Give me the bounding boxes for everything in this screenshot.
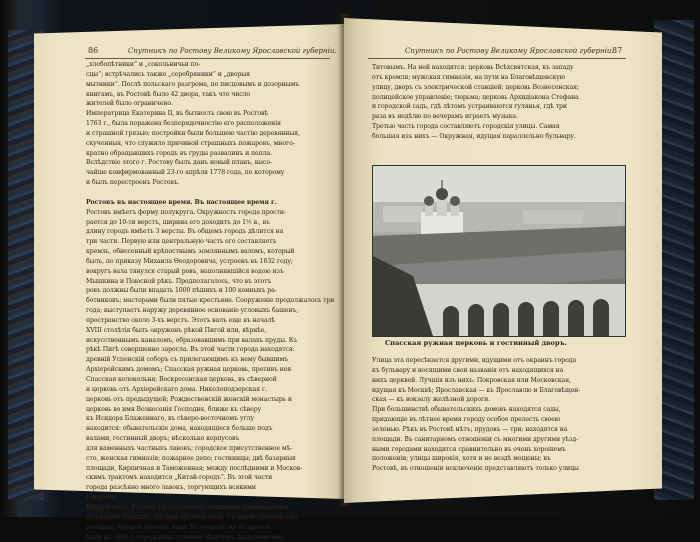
left-text-line: Мышкина и Поюсной рѣкъ. Предполагалось, что въ этотъ [86,277,334,287]
right-header-rule [368,58,626,59]
left-text-line: рѣкѣ Пигѣ совершенно заросла. Въ этой части города находятся: [86,345,334,355]
right-text-bottom-line: Ростовѣ, въ отношеніи исключеніе представляютъ только улицы [372,464,628,474]
left-text-line: сто, женская гимназія; пожарное депо; гостиницы; двѣ базарныя [86,454,334,464]
left-text-line: товарами. [86,493,334,503]
right-page-text-top [372,63,628,145]
right-text-top-line: полицейское управленіе; тюрьма; церковь Архидіакона Стефана [372,93,628,103]
left-text-line: длину городъ имѣетъ 3 версты. Въ общемъ городъ дѣлится на [86,227,334,237]
right-text-top-line: Третью часть города составляютъ городскія улицы. Самая [372,122,628,132]
left-text-line: и былъ перестроенъ Ростовъ. [86,178,334,188]
left-text-line: жителей было ограничено. [86,99,334,109]
left-text-line: года; выступаетъ наружу деревянное основаніе угловыхъ башенъ, [86,306,334,316]
left-text-line [86,188,334,198]
right-text-top-line: и городской садъ, гдѣ лѣтомъ устраиваются гулянья, гдѣ три [372,102,628,112]
left-text-line: три части. Первую или центральную часть его составляетъ [86,237,334,247]
right-text-bottom-line: идущая къ Москвѣ; Ярославская — къ Ярославлю и Благовѣщен- [372,386,628,396]
left-text-line: ботниковъ; мастерами были пятые крестьяне. Сооруженіе продолжалось три [86,296,334,306]
left-text-line: скученныя, что служило причиной страшныхъ пожаровъ, много- [86,139,334,149]
right-text-bottom-line: къ бульвару и носящими свои названія отъ находящихся на [372,366,628,376]
left-text-line: кратно обращавшихъ городъ въ груды развалинъ и пепла. [86,149,334,159]
left-text-line: вокругъ вала тянулся старый ровъ, наполнявшійся водою изъ [86,267,334,277]
left-text-line: древній Успенскій соборъ съ прилегающимъ къ нему бывшимъ [86,355,334,365]
left-text-line: XVIII столѣтія былъ окруженъ рѣкой Пигой или, вѣрнѣе, [86,326,334,336]
left-page-number: 86 [88,46,98,55]
right-text-top-line: отъ кремля; мужская гимназія, на пути на Благовѣщенскую [372,73,628,83]
left-text-line: было въ 1860 г. городскимъ головою Ипатіемъ Андреевичемъ [86,533,334,542]
right-text-bottom-line: При большинствѣ обывательскихъ домовъ находятся сады, [372,405,628,415]
right-text-bottom-line: ская — къ вокзалу желѣзной дороги. [372,395,628,405]
left-text-line: Спасская колокольня; Воскресенская церковь, въ сѣверной [86,375,334,385]
left-page-text [86,60,334,492]
left-text-line: для каменныхъ частныхъ лавокъ; городское присутственное мѣ- [86,444,334,454]
photo-caption: Спасская ружная церковь и гостинный дворъ. [385,339,567,347]
right-text-bottom-line: Улица эта пересѣкается другими, идущими отъ окраинъ города [372,356,628,366]
left-text-line: книгамъ, въ Ростовѣ было 42 двора, такъ что число [86,90,334,100]
right-text-top-line: большая изъ нихъ — Окружная, идущая параллельно бульвару. [372,132,628,142]
left-text-line: кремль, обнесенный крѣпостнымъ земляннымъ валомъ, который [86,247,334,257]
right-text-bottom-line: ными городами находится сравнительно въ очень хорошемъ [372,445,628,455]
right-running-header: Спутникъ по Ростову Великому Ярославской губерніи. [405,47,614,55]
right-text-top-line: улицу, дворъ съ электрической станціей; церковь Вознесенская; [372,83,628,93]
left-text-line: площадь, идущая кругомъ вала. Въ сторонѣ же къ другой [86,523,334,533]
left-running-header: Спутникъ по Ростову Великому Ярославской губерніи. [128,47,337,55]
left-text-line: площади, Кирпичная и Таможенная; между послѣдними и Москов- [86,464,334,474]
left-text-line: Ростовъ имѣетъ форму полукруга. Окружность города прости- [86,208,334,218]
left-text-line: ровъ должны были впадать 1000 пѣшихъ и 100 конныхъ ра- [86,286,334,296]
left-text-line: Вторую часть Ростова представляетъ обширная примыкающая [86,503,334,513]
left-header-rule [85,58,330,59]
left-text-line: Императрица Екатерина II, въ бытность свою въ Ростовѣ [86,109,334,119]
right-text-top-line: раза въ недѣлю по вечерамъ играетъ музыка. [372,112,628,122]
church-photograph [372,165,626,337]
left-text-line: сцы“; встрѣчались также „серебряники“ и „дворыя [86,70,334,80]
right-page-number: 87 [612,46,622,55]
left-text-line: Архіерейскимъ домомъ; Спасская ружная церковь, противъ нея [86,365,334,375]
left-text-line: былъ, по приказу Михаила Ѳеодоровича, устроенъ въ 1632 году; [86,257,334,267]
left-text-line: Вслѣдствіе этого г. Ростову былъ данъ новый планъ, высо- [86,158,334,168]
left-text-line: искусственнымъ каналомъ, образовавшимъ при валахъ пруды. Къ [86,336,334,346]
right-text-bottom-line: площади. Въ санитарномъ отношеніи съ многими другими уѣзд- [372,435,628,445]
left-text-line: города разсѣяно много лавокъ, торгующихъ всякими [86,483,334,493]
right-text-bottom-line: положеніи; улицы широкія, хотя и не вездѣ мощены; въ [372,454,628,464]
left-text-line: Ростовъ въ настоящее время. Въ настоящее время г. [86,198,334,208]
right-text-bottom-line: зеленью. Рѣкъ въ Ростовѣ нѣтъ; прудовъ — три; находятся на [372,425,628,435]
right-text-bottom-line: нихъ церквей. Лучшія изъ нихъ: Покровская или Московская, [372,376,628,386]
left-text-line: и страшной грязью; постройки были большею частію деревянныя, [86,129,334,139]
left-text-line: церковь во имя Вознесенія Господня, ближе къ сѣверу [86,405,334,415]
right-page-text-bottom [372,356,628,478]
right-text-top-line: Титовымъ. На ней находятся: церковь Всѣхсвятская, къ западу [372,63,628,73]
left-text-line: 1763 г., была поражена безпорядочностію его расположенія [86,119,334,129]
left-text-line: валами, гостинный дворъ; нѣсколько корпусовъ [86,434,334,444]
left-text-line: мытники“. Послѣ польскаго разгрома, по писцовымъ и дозорнымъ [86,80,334,90]
left-text-line: къ Исидора Блаженнаго, въ сѣверо-восточномъ углу [86,414,334,424]
left-text-line: рается до 10-ти верстъ, ширина его доходитъ до 1½ в., въ [86,218,334,228]
left-text-line: церковь отъ предыдущей; Рождественскій женскій монастырь и [86,395,334,405]
left-text-line: чайше конфирмованный 23-го апрѣля 1778 года, по которому [86,168,334,178]
left-text-line: пространство около 3-хъ верстъ. Этотъ валъ еще въ началѣ [86,316,334,326]
right-text-bottom-line: придающіе въ лѣтнее время городу особое прелесть своею [372,415,628,425]
left-text-line: находится: обывательскіе дома, находящіеся больше подъ [86,424,334,434]
left-text-line: скимъ трактомъ находится „Китай-городъ“. Въ этой части [86,473,334,483]
left-text-line: и церковь отъ Архіерейскаго дома. Николоподзерская г. [86,385,334,395]
left-text-line: къ кремлю площадь, идущая кругомъ вала. Съ одной стороны она [86,513,334,523]
left-text-line: „хлебопѣтники“ и „сокольничьи по- [86,60,334,70]
